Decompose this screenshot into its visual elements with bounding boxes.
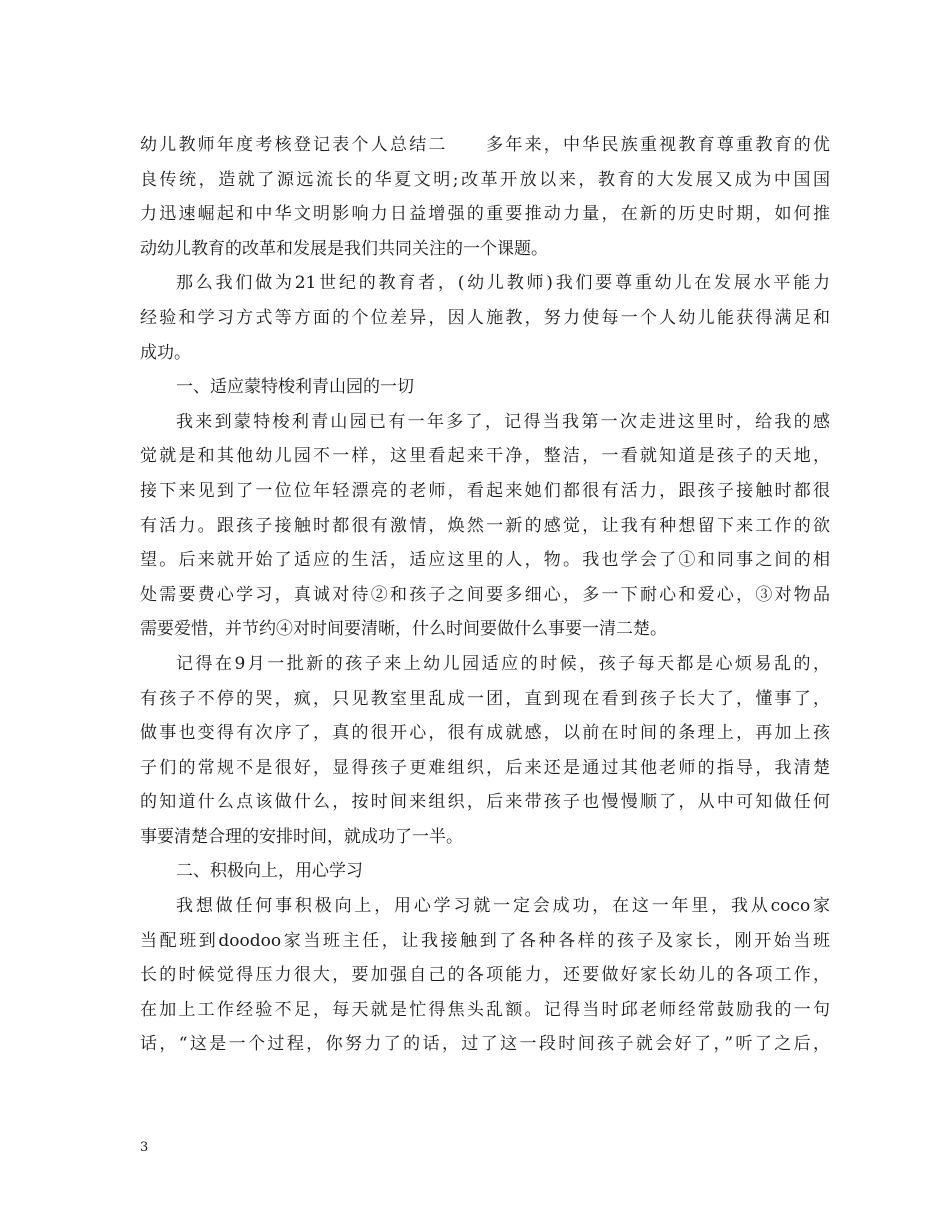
text-line: 我想做任何事积极向上，用心学习就一定会成功，在这一年里，我从coco家 (176, 896, 830, 917)
text-line: 处需要费心学习，真诚对待②和孩子之间要多细心，多一下耐心和爱心，③对物品 (140, 584, 830, 605)
text-line: 有活力。跟孩子接触时都很有激情，焕然一新的感觉，让我有种想留下来工作的欲 (140, 515, 830, 536)
text-line: 有孩子不停的哭，疯，只见教室里乱成一团，直到现在看到孩子长大了，懂事了， (140, 688, 830, 709)
text-line: 话，“这是一个过程，你努力了的话，过了这一段时间孩子就会好了，”听了之后， (140, 1034, 830, 1055)
text-line: 长的时候觉得压力很大，要加强自己的各项能力，还要做好家长幼儿的各项工作， (140, 965, 830, 986)
text-line: 的知道什么点该做什么，按时间来组织，后来带孩子也慢慢顺了，从中可知做任何 (140, 792, 830, 813)
page-number: 3 (140, 1140, 149, 1155)
text-line: 觉就是和其他幼儿园不一样，这里看起来干净，整洁，一看就知道是孩子的天地， (140, 446, 830, 467)
text-line: 接下来见到了一位位年轻漂亮的老师，看起来她们都很有活力，跟孩子接触时都很 (140, 480, 830, 501)
text-line: 经验和学习方式等方面的个位差异，因人施教，努力使每一个人幼儿能获得满足和 (140, 307, 830, 328)
text-line: 需要爱惜，并节约④对时间要清晰，什么时间要做什么事要一清二楚。 (140, 619, 667, 640)
document-body (140, 128, 830, 1062)
text-line: 当配班到doodoo家当班主任，让我接触到了各种各样的孩子及家长，刚开始当班 (140, 930, 830, 951)
text-line: 望。后来就开始了适应的生活，适应这里的人，物。我也学会了①和同事之间的相 (140, 550, 830, 571)
text-line: 那么我们做为21世纪的教育者，(幼儿教师)我们要尊重幼儿在发展水平能力 (176, 273, 830, 294)
text-line: 子们的常规不是很好，显得孩子更难组织，后来还是通过其他老师的指导，我清楚 (140, 757, 830, 778)
text-line: 力迅速崛起和中华文明影响力日益增强的重要推动力量，在新的历史时期，如何推 (140, 204, 830, 225)
text-line: 幼儿教师年度考核登记表个人总结二 多年来，中华民族重视教育尊重教育的优 (140, 135, 830, 155)
text-line: 在加上工作经验不足，每天就是忙得焦头乱额。记得当时邱老师经常鼓励我的一句 (140, 999, 830, 1020)
text-line: 一、适应蒙特梭利青山园的一切 (176, 377, 414, 398)
text-line: 良传统，造就了源远流长的华夏文明;改革开放以来，教育的大发展又成为中国国 (140, 169, 830, 190)
text-line: 成功。 (140, 342, 191, 363)
text-line: 记得在9月一批新的孩子来上幼儿园适应的时候，孩子每天都是心烦易乱的， (176, 653, 830, 674)
text-line: 动幼儿教育的改革和发展是我们共同关注的一个课题。 (140, 238, 548, 259)
text-line: 我来到蒙特梭利青山园已有一年多了，记得当我第一次走进这里时，给我的感 (176, 411, 830, 432)
text-line: 二、积极向上，用心学习 (176, 861, 363, 882)
text-line: 做事也变得有次序了，真的很开心，很有成就感，以前在时间的条理上，再加上孩 (140, 723, 830, 744)
text-line: 事要清楚合理的安排时间，就成功了一半。 (140, 826, 463, 847)
